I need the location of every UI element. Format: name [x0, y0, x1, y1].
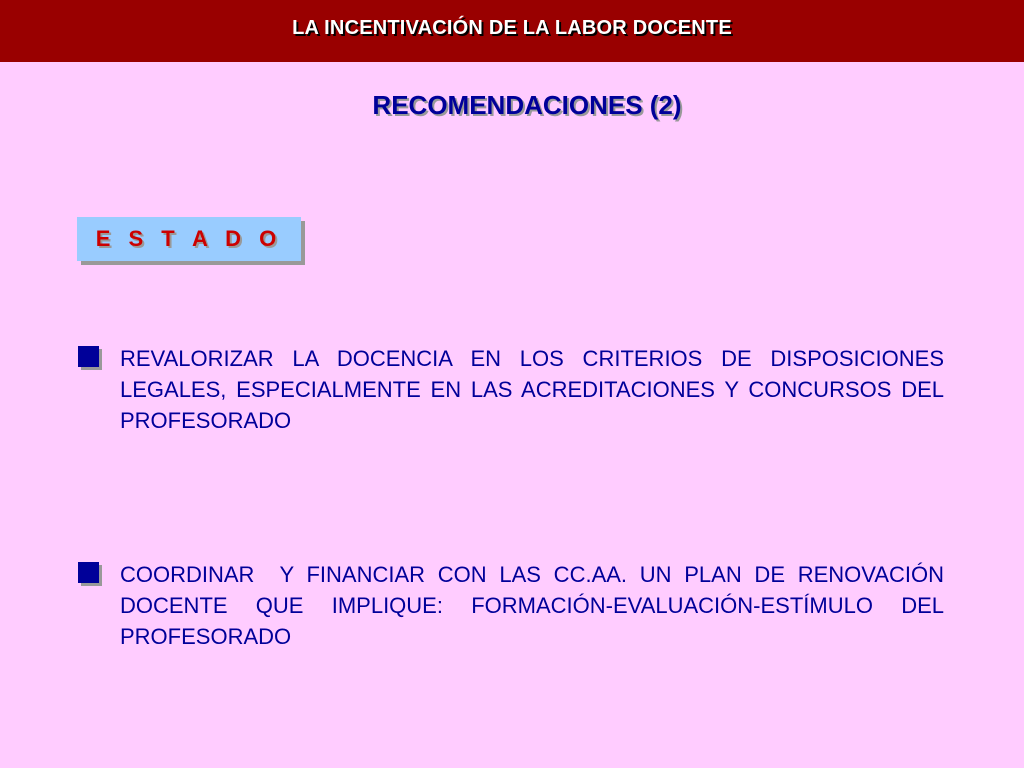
- header-bar: [0, 0, 1024, 62]
- square-bullet-icon: [78, 562, 99, 583]
- square-bullet-icon: [78, 346, 99, 367]
- header-title: LA INCENTIVACIÓN DE LA LABOR DOCENTE: [292, 16, 732, 39]
- estado-box: [77, 217, 301, 261]
- bullet-text: COORDINAR Y FINANCIAR CON LAS CC.AA. UN PLAN DE RENOVACIÓN DOCENTE QUE IMPLIQUE: FORMACIÓN-EVALUACIÓN-ESTÍMULO DEL PROFESORADO: [120, 562, 951, 649]
- bullet-text: REVALORIZAR LA DOCENCIA EN LOS CRITERIOS DE DISPOSICIONES LEGALES, ESPECIALMENTE EN LAS ACREDITACIONES Y CONCURSOS DEL PROFESORADO: [120, 346, 951, 433]
- estado-label: E S T A D O: [95, 226, 283, 251]
- slide-subtitle: RECOMENDACIONES (2): [372, 90, 682, 120]
